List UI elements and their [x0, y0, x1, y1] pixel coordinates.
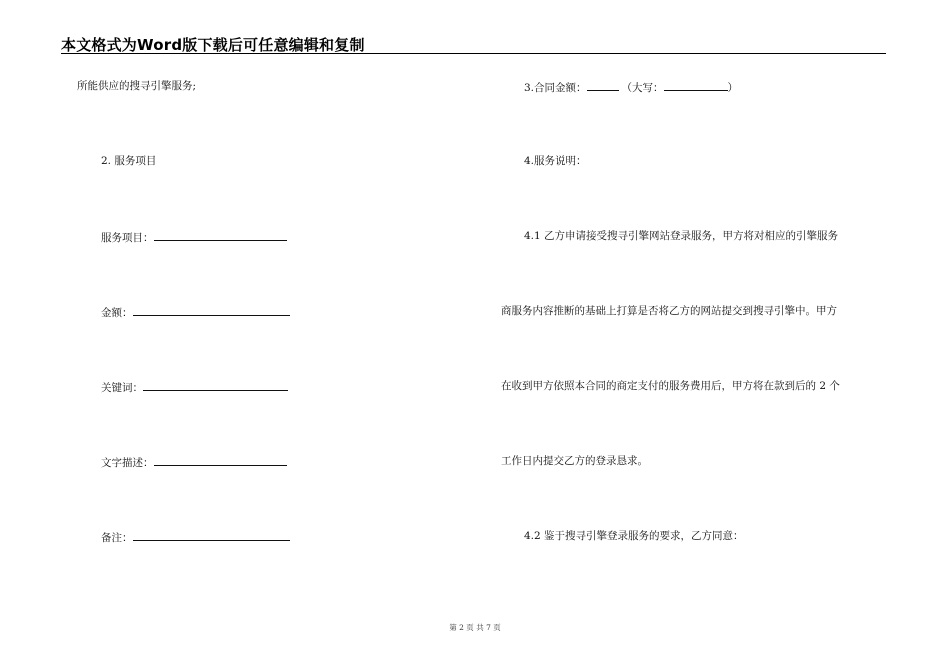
- document-header-title: 本文格式为Word版下载后可任意编辑和复制: [61, 36, 365, 54]
- field-label: 文字描述：: [101, 457, 154, 469]
- fill-in-blank: [133, 304, 290, 316]
- section-heading-services: 2. 服务项目: [101, 155, 157, 167]
- amount-label: 3.合同金额：: [524, 82, 587, 94]
- amount-paren-open: （大写：: [621, 82, 664, 94]
- field-amount: [101, 304, 290, 320]
- section-heading-service-notes: 4.服务说明：: [524, 155, 587, 167]
- page-number-footer: 第 2 页 共 7 页: [449, 623, 501, 632]
- fill-in-blank: [133, 529, 290, 541]
- field-keywords: [101, 379, 288, 395]
- paragraph-4-1-line: 商服务内容推断的基础上打算是否将乙方的网站提交到搜寻引擎中。甲方: [501, 305, 837, 317]
- fill-in-blank: [154, 229, 287, 241]
- amount-blank: [587, 79, 619, 91]
- paragraph-4-1-line: 工作日内提交乙方的登录恳求。: [501, 455, 648, 467]
- contract-amount-line: [524, 79, 738, 95]
- field-label: 关键词：: [101, 382, 143, 394]
- fill-in-blank: [154, 454, 287, 466]
- field-text-description: [101, 454, 287, 470]
- field-remarks: [101, 529, 290, 545]
- amount-uppercase-blank: [664, 79, 728, 91]
- paragraph-4-1-line: 4.1 乙方申请接受搜寻引擎网站登录服务，甲方将对相应的引擎服务: [524, 230, 839, 242]
- header-divider: [61, 53, 886, 54]
- amount-paren-close: ）: [727, 82, 739, 94]
- paragraph-4-2: 4.2 鉴于搜寻引擎登录服务的要求，乙方同意：: [524, 530, 744, 542]
- field-label: 服务项目：: [101, 232, 154, 244]
- field-label: 金额：: [101, 307, 133, 319]
- intro-line: 所能供应的搜寻引擎服务;: [77, 80, 197, 92]
- field-service-item: [101, 229, 287, 245]
- field-label: 备注：: [101, 532, 133, 544]
- paragraph-4-1-line: 在收到甲方依照本合同的商定支付的服务费用后，甲方将在款到后的 2 个: [501, 380, 840, 392]
- fill-in-blank: [143, 379, 288, 391]
